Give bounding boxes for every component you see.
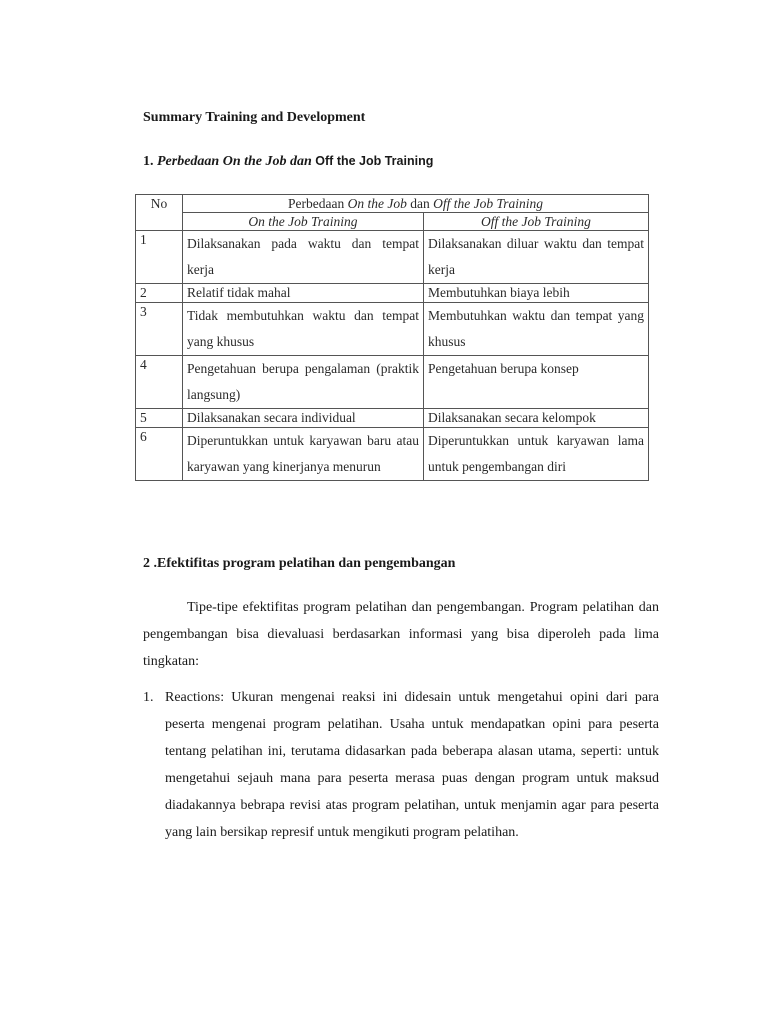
off-the-job-cell: Dilaksanakan secara kelompok — [424, 409, 649, 428]
row-number: 2 — [136, 284, 183, 303]
on-the-job-cell: Tidak membutuhkan waktu dan tempat yang khusus — [183, 303, 424, 356]
comparison-table — [135, 194, 649, 481]
row-number: 3 — [136, 303, 183, 356]
off-the-job-cell: Membutuhkan biaya lebih — [424, 284, 649, 303]
row-number: 5 — [136, 409, 183, 428]
list-item — [143, 684, 659, 846]
list-item-number: 1. — [143, 690, 154, 705]
header-group-prefix: Perbedaan — [288, 196, 348, 211]
table-row — [136, 428, 649, 481]
header-group — [183, 195, 649, 213]
list-item-text: Reactions: Ukuran mengenai reaksi ini didesain untuk mengetahui opini dari para peserta mengenai program pelatihan. Usaha untuk mendapatkan opini para peserta tentang pelatihan ini, terutama didasarkan pada beberapa alasan utama, seperti: untuk mengetahui sejauh mana para peserta merasa puas dengan program untuk maksud diadakannya bebrapa revisi atas program pelatihan, untuk menjamin agar para peserta yang lain bersikap represif untuk mengikuti program pelatihan. — [165, 690, 659, 840]
table-row — [136, 303, 649, 356]
header-group-ojt: On the Job — [347, 196, 407, 211]
section-2-intro-paragraph: Tipe-tipe efektifitas program pelatihan dan pengembangan. Program pelatihan dan pengembangan bisa dievaluasi berdasarkan informasi yang bisa diperoleh pada lima tingkatan: — [143, 600, 659, 669]
header-off-the-job: Off the Job Training — [424, 213, 649, 231]
off-the-job-cell: Membutuhkan waktu dan tempat yang khusus — [424, 303, 649, 356]
off-the-job-cell: Diperuntukkan untuk karyawan lama untuk pengembangan diri — [424, 428, 649, 481]
table-subheader-row — [136, 213, 649, 231]
on-the-job-cell: Dilaksanakan pada waktu dan tempat kerja — [183, 231, 424, 284]
on-the-job-cell: Dilaksanakan secara individual — [183, 409, 424, 428]
row-number: 1 — [136, 231, 183, 284]
table-row — [136, 356, 649, 409]
section-1-number: 1. — [143, 154, 154, 169]
on-the-job-cell: Pengetahuan berupa pengalaman (praktik langsung) — [183, 356, 424, 409]
row-number: 4 — [136, 356, 183, 409]
section-1-heading — [143, 154, 433, 170]
document-title: Summary Training and Development — [143, 110, 366, 125]
section-1-heading-sans: Off the Job Training — [315, 154, 434, 168]
section-2-heading: 2 .Efektifitas program pelatihan dan pengembangan — [143, 556, 456, 571]
row-number: 6 — [136, 428, 183, 481]
evaluation-levels-list — [143, 684, 659, 846]
off-the-job-cell: Dilaksanakan diluar waktu dan tempat kerja — [424, 231, 649, 284]
table-row — [136, 409, 649, 428]
header-group-off: Off the Job Training — [433, 196, 543, 211]
table-row — [136, 231, 649, 284]
header-on-the-job: On the Job Training — [183, 213, 424, 231]
off-the-job-cell: Pengetahuan berupa konsep — [424, 356, 649, 409]
section-1-heading-italic: Perbedaan On the Job dan — [157, 154, 312, 169]
table-row — [136, 284, 649, 303]
header-group-mid: dan — [406, 196, 434, 211]
on-the-job-cell: Diperuntukkan untuk karyawan baru atau karyawan yang kinerjanya menurun — [183, 428, 424, 481]
on-the-job-cell: Relatif tidak mahal — [183, 284, 424, 303]
header-no: No — [136, 195, 183, 231]
table-header-row — [136, 195, 649, 213]
